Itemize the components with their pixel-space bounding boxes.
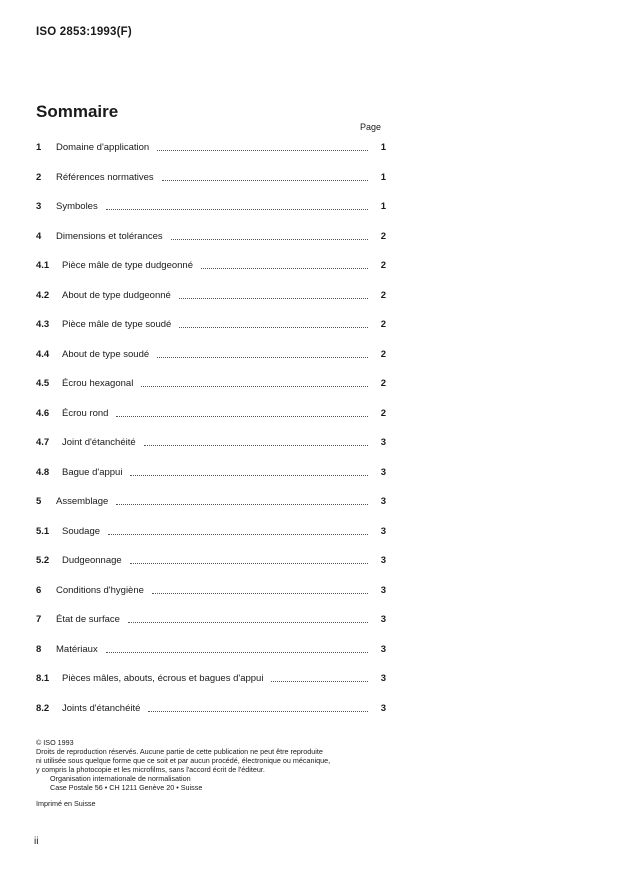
toc-entry-label: Pièce mâle de type dudgeonné xyxy=(62,260,193,271)
toc-entry-number: 4.8 xyxy=(36,466,50,478)
toc-entry[interactable] xyxy=(36,665,386,695)
toc-entry-number: 4.3 xyxy=(36,319,50,330)
toc-entry-label: Domaine d'application xyxy=(56,142,150,153)
toc-entry-number: 4.1 xyxy=(36,260,50,271)
toc-entry[interactable] xyxy=(36,223,386,253)
toc-title: Sommaire xyxy=(36,102,119,121)
toc-entry-number: 4.4 xyxy=(36,348,50,360)
toc-entry-line xyxy=(36,496,386,507)
toc-entry-page: 1 xyxy=(380,142,386,153)
toc-entry-number: 8.2 xyxy=(36,702,50,714)
toc-entry-page: 2 xyxy=(380,230,386,242)
organization-address: Case Postale 56 • CH 1211 Genève 20 • Suisse xyxy=(50,783,203,792)
toc-entry[interactable] xyxy=(36,695,386,725)
toc-entry-page: 3 xyxy=(380,614,386,625)
toc-entry-number: 4.5 xyxy=(36,378,50,389)
toc-entry-line xyxy=(36,172,386,183)
toc-entry[interactable] xyxy=(36,518,386,548)
copyright-notice xyxy=(36,738,386,808)
toc-entry-number: 5.1 xyxy=(36,525,50,537)
dot-leader xyxy=(108,533,368,535)
toc-entry-line xyxy=(36,703,386,714)
toc-entry-label: Pièces mâles, abouts, écrous et bagues d'appui xyxy=(62,673,264,684)
dot-leader xyxy=(130,562,368,564)
toc-entry-label: État de surface xyxy=(56,614,120,625)
toc-entry[interactable] xyxy=(36,636,386,666)
toc-entry-line xyxy=(36,555,386,566)
table-of-contents xyxy=(36,134,386,724)
toc-entry-line xyxy=(36,467,386,478)
toc-entry[interactable] xyxy=(36,459,386,489)
toc-entry[interactable] xyxy=(36,547,386,577)
dot-leader xyxy=(116,415,368,417)
toc-entry-line xyxy=(36,231,386,242)
toc-entry-label: Écrou rond xyxy=(62,407,109,419)
toc-entry-page: 2 xyxy=(380,378,386,389)
dot-leader xyxy=(162,179,368,181)
toc-entry-label: Joint d'étanchéité xyxy=(62,437,136,448)
toc-entry-page: 3 xyxy=(380,673,386,684)
toc-entry-label: Soudage xyxy=(62,525,101,537)
printed-in: Imprimé en Suisse xyxy=(36,799,96,808)
toc-entry-line xyxy=(36,201,386,212)
toc-entry-line xyxy=(36,673,386,684)
toc-entry-page: 2 xyxy=(380,260,386,271)
document-header: ISO 2853:1993(F) xyxy=(36,26,132,38)
toc-entry[interactable] xyxy=(36,164,386,194)
toc-entry-label: Joints d'étanchéité xyxy=(62,702,141,714)
toc-entry-label: Écrou hexagonal xyxy=(62,378,134,389)
toc-entry-line xyxy=(36,319,386,330)
toc-entry-label: Symboles xyxy=(56,201,98,212)
dot-leader xyxy=(141,385,368,387)
toc-entry-page: 3 xyxy=(380,643,386,655)
toc-entry-page: 3 xyxy=(380,437,386,448)
toc-entry-line xyxy=(36,142,386,153)
toc-entry-number: 2 xyxy=(36,171,42,183)
rights-text: ni utilisée sous quelque forme que ce soit et par aucun procédé, électronique ou mécanique, xyxy=(36,756,331,765)
organization-name: Organisation internationale de normalisation xyxy=(50,774,191,783)
dot-leader xyxy=(171,238,368,240)
toc-entry-page: 2 xyxy=(380,319,386,330)
dot-leader xyxy=(128,621,368,623)
rights-text: Droits de reproduction réservés. Aucune partie de cette publication ne peut être reproduite xyxy=(36,747,323,756)
toc-entry-number: 8 xyxy=(36,643,42,655)
toc-entry-line xyxy=(36,349,386,360)
toc-entry-number: 5 xyxy=(36,496,42,507)
toc-entry-label: Dimensions et tolérances xyxy=(56,230,163,242)
dot-leader xyxy=(179,297,368,299)
toc-entry-label: Dudgeonnage xyxy=(62,555,122,566)
toc-entry[interactable] xyxy=(36,134,386,164)
toc-entry[interactable] xyxy=(36,282,386,312)
toc-entry-number: 1 xyxy=(36,142,42,153)
toc-entry-label: Pièce mâle de type soudé xyxy=(62,319,172,330)
page-column-label: Page xyxy=(360,122,382,132)
toc-entry-number: 8.1 xyxy=(36,673,50,684)
dot-leader xyxy=(106,651,368,653)
dot-leader xyxy=(116,503,368,505)
dot-leader xyxy=(271,680,368,682)
toc-entry-page: 1 xyxy=(380,171,386,183)
toc-entry-line xyxy=(36,260,386,271)
copyright-line: © ISO 1993 xyxy=(36,738,74,747)
toc-entry-page: 1 xyxy=(380,201,386,212)
toc-entry-line xyxy=(36,290,386,301)
dot-leader xyxy=(179,326,368,328)
toc-entry-number: 4.2 xyxy=(36,289,50,301)
dot-leader xyxy=(157,356,368,358)
toc-entry-page: 3 xyxy=(380,496,386,507)
toc-entry[interactable] xyxy=(36,577,386,607)
dot-leader xyxy=(201,267,368,269)
toc-entry-page: 3 xyxy=(380,584,386,596)
toc-entry-number: 4.7 xyxy=(36,437,50,448)
toc-entry-number: 6 xyxy=(36,584,42,596)
toc-entry-page: 2 xyxy=(380,289,386,301)
toc-entry-label: Conditions d'hygiène xyxy=(56,584,144,596)
toc-entry-line xyxy=(36,378,386,389)
toc-entry-label: Références normatives xyxy=(56,171,154,183)
toc-entry-page: 3 xyxy=(380,702,386,714)
toc-entry[interactable] xyxy=(36,252,386,282)
toc-entry[interactable] xyxy=(36,370,386,400)
toc-entry-label: Bague d'appui xyxy=(62,466,123,478)
toc-entry-line xyxy=(36,526,386,537)
toc-entry-label: Matériaux xyxy=(56,643,98,655)
toc-entry-number: 4 xyxy=(36,230,42,242)
toc-entry[interactable] xyxy=(36,606,386,636)
dot-leader xyxy=(130,474,368,476)
dot-leader xyxy=(106,208,368,210)
toc-entry-line xyxy=(36,408,386,419)
page-number: ii xyxy=(34,836,39,847)
dot-leader xyxy=(157,149,368,151)
toc-entry-page: 3 xyxy=(380,466,386,478)
toc-entry-line xyxy=(36,437,386,448)
toc-entry[interactable] xyxy=(36,429,386,459)
dot-leader xyxy=(148,710,368,712)
toc-entry[interactable] xyxy=(36,311,386,341)
toc-entry-page: 2 xyxy=(380,407,386,419)
toc-entry-label: About de type soudé xyxy=(62,348,150,360)
dot-leader xyxy=(152,592,368,594)
toc-entry[interactable] xyxy=(36,193,386,223)
toc-entry-line xyxy=(36,644,386,655)
toc-entry-label: About de type dudgeonné xyxy=(62,289,171,301)
toc-entry-number: 4.6 xyxy=(36,407,50,419)
rights-text: y compris la photocopie et les microfilms, sans l'accord écrit de l'éditeur. xyxy=(36,765,265,774)
toc-entry-number: 7 xyxy=(36,614,42,625)
toc-entry-label: Assemblage xyxy=(56,496,109,507)
toc-entry[interactable] xyxy=(36,488,386,518)
toc-entry[interactable] xyxy=(36,341,386,371)
toc-entry[interactable] xyxy=(36,400,386,430)
toc-entry-line xyxy=(36,585,386,596)
dot-leader xyxy=(144,444,368,446)
toc-entry-page: 2 xyxy=(380,348,386,360)
toc-entry-page: 3 xyxy=(380,525,386,537)
toc-entry-number: 3 xyxy=(36,201,42,212)
toc-entry-number: 5.2 xyxy=(36,555,50,566)
toc-entry-page: 3 xyxy=(380,555,386,566)
toc-entry-line xyxy=(36,614,386,625)
